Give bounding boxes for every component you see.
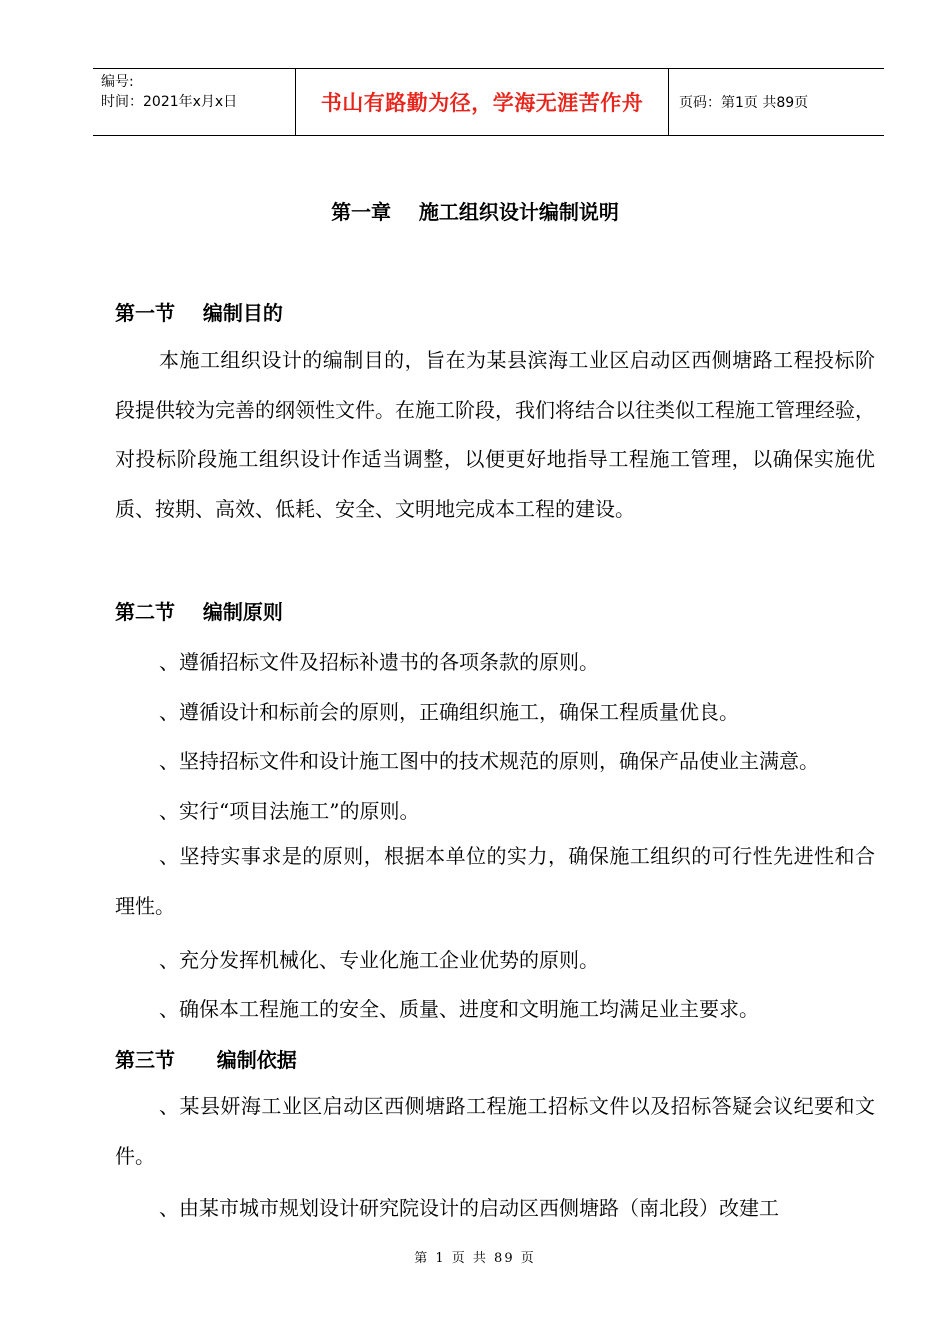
document-number-label: 编号: [101, 74, 134, 90]
header-meta [93, 69, 295, 135]
document-header [93, 68, 884, 136]
list-item: 、充分发挥机械化、专业化施工企业优势的原则。 [159, 948, 599, 972]
header-page-cell [669, 69, 884, 135]
chapter-title: 第一章 施工组织设计编制说明 [331, 200, 619, 224]
list-item: 、确保本工程施工的安全、质量、进度和文明施工均满足业主要求。 [159, 997, 759, 1021]
section-title: 第三节 编制依据 [115, 1048, 297, 1072]
list-item: 、遵循设计和标前会的原则，正确组织施工，确保工程质量优良。 [159, 700, 739, 724]
document-time-label: 时间：2021年x月x日 [101, 94, 238, 110]
section-title: 第二节 编制原则 [115, 600, 283, 624]
list-item: 、由某市城市规划设计研究院设计的启动区西侧塘路（南北段）改建工 [159, 1196, 779, 1220]
list-item: 、坚持实事求是的原则，根据本单位的实力，确保施工组织的可行性先进性和合理性。 [115, 844, 875, 918]
page-footer: 第 1 页 共 89 页 [414, 1251, 536, 1266]
paragraph: 本施工组织设计的编制目的，旨在为某县滨海工业区启动区西侧塘路工程投标阶段提供较为完善的纲领性文件。在施工阶段，我们将结合以往类似工程施工管理经验，对投标阶段施工组织设计作适当调整，以便更好地指导工程施工管理，以确保实施优质、按期、高效、低耗、安全、文明地完成本工程的建设。 [115, 348, 875, 521]
header-page-label: 页码：第1页 共89页 [679, 95, 809, 111]
list-item: 、遵循招标文件及招标补遗书的各项条款的原则。 [159, 650, 599, 674]
header-motto-cell [295, 69, 669, 135]
list-item: 、实行“项目法施工”的原则。 [159, 799, 420, 823]
header-motto: 书山有路勤为径，学海无涯苦作舟 [320, 91, 644, 115]
list-item: 、坚持招标文件和设计施工图中的技术规范的原则，确保产品使业主满意。 [159, 749, 819, 773]
section-title: 第一节 编制目的 [115, 301, 283, 325]
list-item: 、某县妍海工业区启动区西侧塘路工程施工招标文件以及招标答疑会议纪要和文件。 [115, 1094, 875, 1168]
